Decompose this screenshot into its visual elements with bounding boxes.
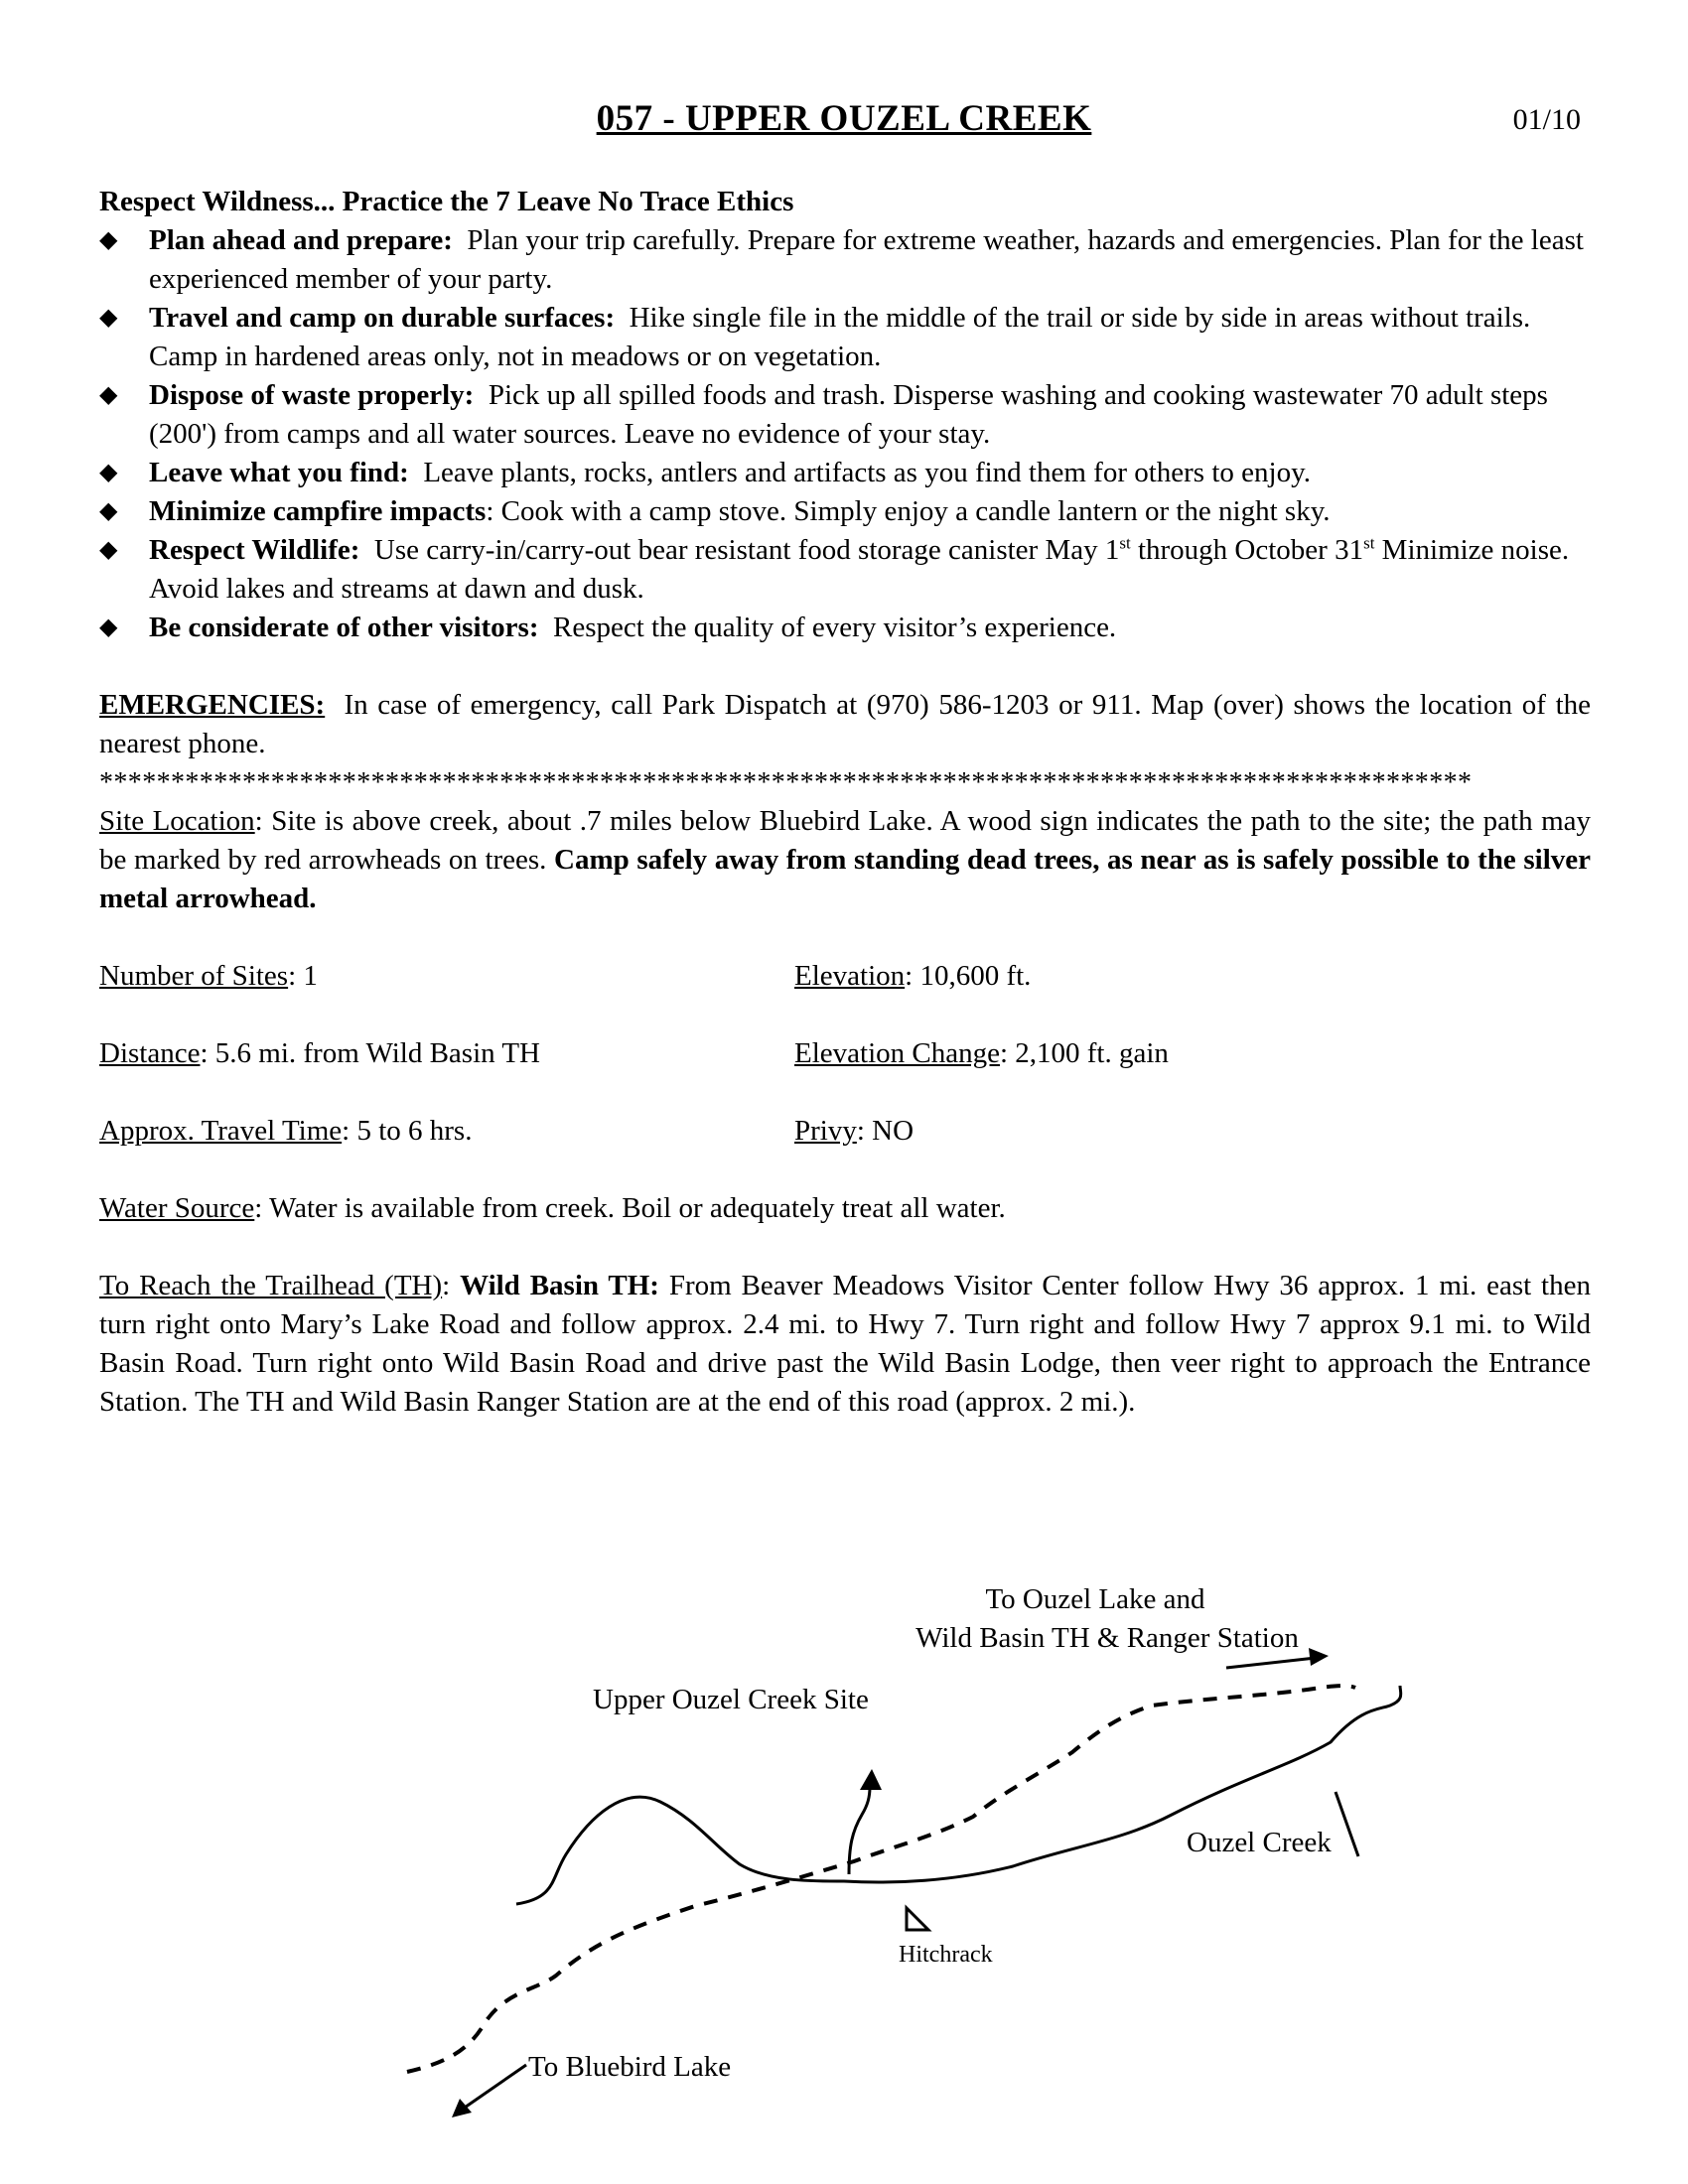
arrow-ouzel-lake	[1226, 1658, 1316, 1668]
hitchrack-icon	[907, 1908, 928, 1930]
item-text: Plan your trip carefully. Prepare for extreme weather, hazards and emergencies. Plan for the least experienced member of your party.	[149, 224, 1584, 295]
map-label-ouzel-lake: To Ouzel Lake and	[985, 1583, 1205, 1615]
item-text: Minimize noise. Avoid lakes and streams at dawn and dusk.	[149, 534, 1570, 605]
site-location-text: : Site is above creek, about .7 miles below Bluebird Lake. A wood sign indicates the path to the site; the path may be marked by red arrowheads on trees.	[99, 805, 1591, 876]
lnt-heading: Respect Wildness... Practice the 7 Leave No Trace Ethics	[99, 186, 794, 217]
fact-label: Number of Sites	[99, 960, 289, 992]
trailhead-label: To Reach the Trailhead (TH)	[99, 1270, 443, 1301]
separator: ************************************************************************************************	[99, 767, 1473, 798]
list-item	[99, 609, 1591, 647]
trailhead-section	[99, 1267, 1591, 1422]
item-label: Minimize campfire impacts	[149, 495, 487, 527]
item-label: Be considerate of other visitors:	[149, 612, 539, 643]
water-source-section	[99, 1189, 1591, 1228]
water-source-label: Water Source	[99, 1192, 255, 1224]
lnt-list	[99, 221, 1591, 647]
item-label: Leave what you find:	[149, 457, 409, 488]
item-text: : Cook with a camp stove. Simply enjoy a candle lantern or the night sky.	[486, 495, 1331, 527]
diamond-bullet-icon: ◆	[99, 227, 118, 253]
site-location-warning: Camp safely away from standing dead trees, as near as is safely possible to the silver metal arrowhead.	[99, 844, 1591, 914]
site-flag-icon	[860, 1769, 882, 1790]
diamond-bullet-icon: ◆	[99, 382, 118, 408]
item-text: Pick up all spilled foods and trash. Disperse washing and cooking wastewater 70 adult steps (200') from camps and all water sources. Leave no evidence of your stay.	[149, 379, 1548, 450]
diamond-bullet-icon: ◆	[99, 460, 118, 485]
trail-line	[407, 1686, 1355, 2072]
water-source-text: : Water is available from creek. Boil or adequately treat all water.	[254, 1192, 1006, 1224]
map-label-bluebird: To Bluebird Lake	[528, 2051, 732, 2083]
arrow-bluebird-lake	[462, 2065, 526, 2110]
site-location-label: Site Location	[99, 805, 255, 837]
arrowhead-icon	[1309, 1648, 1329, 1666]
revision-date: 01/10	[1512, 103, 1581, 136]
diamond-bullet-icon: ◆	[99, 305, 118, 331]
map-label-hitchrack: Hitchrack	[899, 1942, 993, 1968]
map-label-site: Upper Ouzel Creek Site	[593, 1684, 869, 1715]
facts-row	[99, 1112, 1591, 1151]
facts-row	[99, 1034, 1591, 1073]
facts-row	[99, 957, 1591, 996]
item-text: Respect the quality of every visitor’s experience.	[553, 612, 1117, 643]
diamond-bullet-icon: ◆	[99, 614, 118, 640]
fact-label: Privy	[794, 1115, 857, 1147]
fact-label: Elevation Change	[794, 1037, 1000, 1069]
fact-label: Distance	[99, 1037, 201, 1069]
fact-value: : 2,100 ft. gain	[999, 1037, 1169, 1069]
ordinal-suffix: st	[1119, 533, 1131, 553]
map-label-creek: Ouzel Creek	[1187, 1827, 1332, 1858]
map-label-ranger-station: Wild Basin TH & Ranger Station	[915, 1622, 1299, 1654]
list-item	[99, 376, 1591, 454]
trailhead-colon: :	[442, 1270, 461, 1301]
list-item	[99, 492, 1591, 531]
item-text: Hike single file in the middle of the trail or side by side in areas without trails. Camp in hardened areas only, not in meadows or on vegetation.	[149, 302, 1531, 372]
arrowhead-icon	[452, 2099, 472, 2117]
item-text: Use carry-in/carry-out bear resistant food storage canister May 1	[373, 534, 1120, 566]
fact-label: Approx. Travel Time	[99, 1115, 343, 1147]
diamond-bullet-icon: ◆	[99, 498, 118, 524]
site-map	[0, 1549, 1688, 2184]
page-title: 057 - UPPER OUZEL CREEK	[596, 98, 1092, 139]
fact-label: Elevation	[794, 960, 906, 992]
fact-value: : 10,600 ft.	[905, 960, 1032, 992]
fact-value: : 1	[288, 960, 318, 992]
diamond-bullet-icon: ◆	[99, 537, 118, 563]
trailhead-directions: From Beaver Meadows Visitor Center follow Hwy 36 approx. 1 mi. east then turn right onto Mary’s Lake Road and follow approx. 2.4 mi. to Hwy 7. Turn right and follow Hwy 7 approx 9.1 mi. to Wild Basin Road. Turn right onto Wild Basin Road and drive past the Wild Basin Lodge, then veer right to approach the Entrance Station. The TH and Wild Basin Ranger Station are at the end of this road (approx. 2 mi.).	[99, 1270, 1591, 1418]
document-body	[99, 183, 1591, 1422]
fact-value: : NO	[856, 1115, 914, 1147]
fact-value: : 5.6 mi. from Wild Basin TH	[200, 1037, 541, 1069]
fact-value: : 5 to 6 hrs.	[342, 1115, 473, 1147]
creek-leader-line	[1336, 1792, 1358, 1856]
ouzel-creek-line	[516, 1686, 1401, 1904]
list-item	[99, 221, 1591, 299]
item-label: Dispose of waste properly:	[149, 379, 475, 411]
emergencies-section	[99, 686, 1591, 763]
list-item	[99, 299, 1591, 376]
emergencies-text: In case of emergency, call Park Dispatch at (970) 586-1203 or 911. Map (over) shows the location of the nearest phone.	[99, 689, 1591, 759]
ordinal-suffix: st	[1363, 533, 1375, 553]
list-item	[99, 454, 1591, 492]
item-label: Respect Wildlife:	[149, 534, 360, 566]
site-location-section	[99, 802, 1591, 918]
list-item	[99, 531, 1591, 609]
trailhead-name: Wild Basin TH:	[460, 1270, 659, 1301]
item-label: Plan ahead and prepare:	[149, 224, 453, 256]
item-label: Travel and camp on durable surfaces:	[149, 302, 616, 334]
item-text: through October 31	[1130, 534, 1364, 566]
item-text: Leave plants, rocks, antlers and artifacts as you find them for others to enjoy.	[423, 457, 1311, 488]
emergencies-label: EMERGENCIES:	[99, 689, 326, 721]
